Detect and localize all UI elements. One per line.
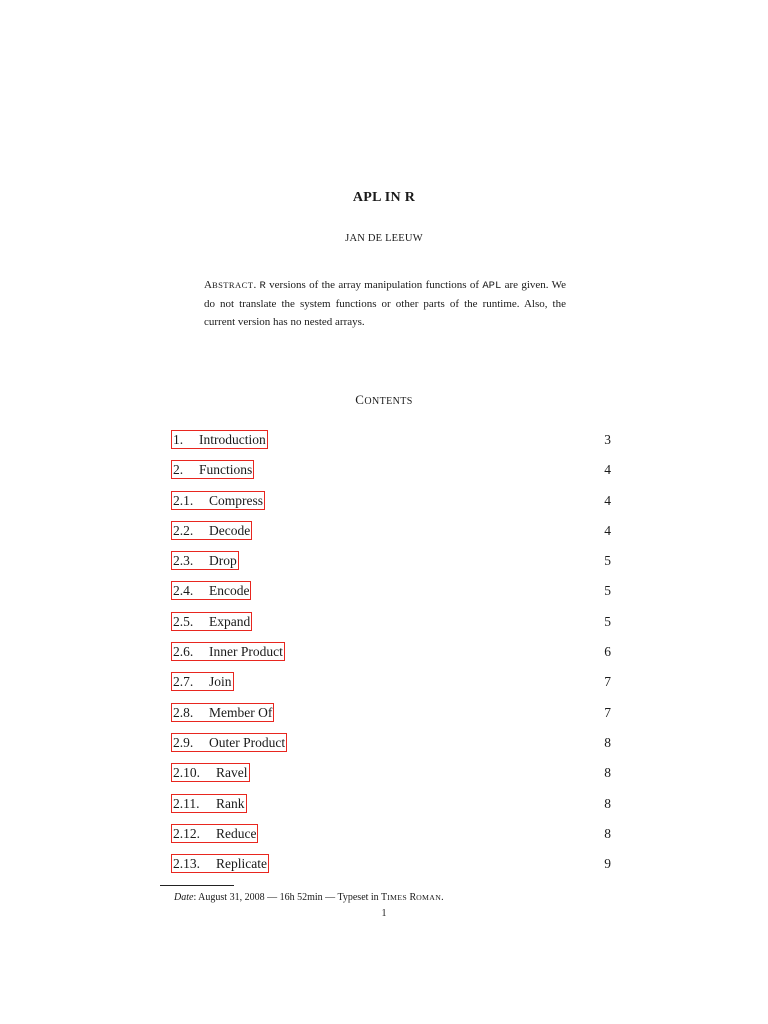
toc-page-number: 5 [604, 583, 611, 599]
toc-link-rank[interactable]: 2.11. Rank [173, 795, 245, 811]
toc-page-number: 5 [604, 553, 611, 569]
toc-link-compress[interactable]: 2.1. Compress [173, 492, 263, 508]
font-name: TIMES ROMAN. [381, 892, 444, 903]
abstract-text-1: versions of the array manipulation functions of [269, 279, 480, 291]
apl-code: APL [482, 280, 502, 292]
abstract [204, 276, 566, 331]
paper-title: APL IN R [352, 190, 416, 205]
toc-link-introduction[interactable]: 1. Introduction [173, 432, 266, 447]
toc-link-join[interactable]: 2.7. Join [173, 674, 232, 690]
toc-page-number: 8 [604, 734, 611, 750]
toc-link-replicate[interactable]: 2.13. Replicate [173, 856, 267, 872]
toc-link-encode[interactable]: 2.4. Encode [173, 583, 250, 599]
toc-entry [171, 794, 611, 824]
toc-entry [171, 460, 611, 490]
abstract-label: ABSTRACT. [204, 279, 257, 291]
toc-entry [171, 672, 611, 702]
toc-page-number: 7 [604, 704, 611, 720]
toc-link-inner-product[interactable]: 2.6. Inner Product [173, 644, 283, 660]
date-text: : August 31, 2008 — 16h 52min — Typeset in [193, 892, 379, 903]
r-code: R [259, 280, 266, 292]
toc-page-number: 3 [604, 432, 611, 447]
toc-page-number: 7 [604, 674, 611, 690]
toc-entry [171, 824, 611, 854]
toc-link-expand[interactable]: 2.5. Expand [173, 613, 251, 629]
footnote [174, 892, 444, 903]
toc-entry [171, 491, 611, 521]
toc-entry [171, 703, 611, 733]
toc-entry [171, 521, 611, 551]
toc-entry [171, 430, 611, 460]
toc-link-member-of[interactable]: 2.8. Member Of [173, 704, 273, 720]
toc-entry [171, 642, 611, 672]
toc-entry [171, 551, 611, 581]
contents-heading: CONTENTS [355, 392, 413, 407]
toc-link-decode[interactable]: 2.2. Decode [173, 522, 251, 538]
toc-link-functions[interactable]: 2. Functions [173, 462, 253, 478]
abstract-text-2: are given. We do not translate the system functions or other parts of the runtime. Also, the current version has no nested arrays. [204, 279, 567, 328]
table-of-contents [171, 430, 611, 884]
page-number: 1 [381, 908, 387, 919]
toc-page-number: 8 [604, 795, 611, 811]
toc-entry [171, 763, 611, 793]
toc-link-outer-product[interactable]: 2.9. Outer Product [173, 734, 286, 750]
toc-page-number: 6 [604, 644, 611, 660]
toc-page-number: 8 [604, 765, 611, 781]
date-label: Date [174, 892, 194, 903]
footnote-rule [160, 885, 234, 886]
toc-link-ravel[interactable]: 2.10. Ravel [173, 765, 248, 781]
toc-entry [171, 854, 611, 884]
toc-page-number: 5 [604, 613, 611, 629]
author-name: JAN DE LEEUW [345, 233, 423, 244]
toc-entry [171, 581, 611, 611]
toc-page-number: 4 [604, 492, 611, 508]
toc-page-number: 8 [604, 825, 611, 841]
toc-link-reduce[interactable]: 2.12. Reduce [173, 825, 257, 841]
toc-link-drop[interactable]: 2.3. Drop [173, 553, 237, 569]
toc-entry [171, 733, 611, 763]
toc-entry [171, 612, 611, 642]
toc-page-number: 9 [604, 856, 611, 872]
toc-page-number: 4 [604, 462, 611, 478]
toc-page-number: 4 [604, 522, 611, 538]
